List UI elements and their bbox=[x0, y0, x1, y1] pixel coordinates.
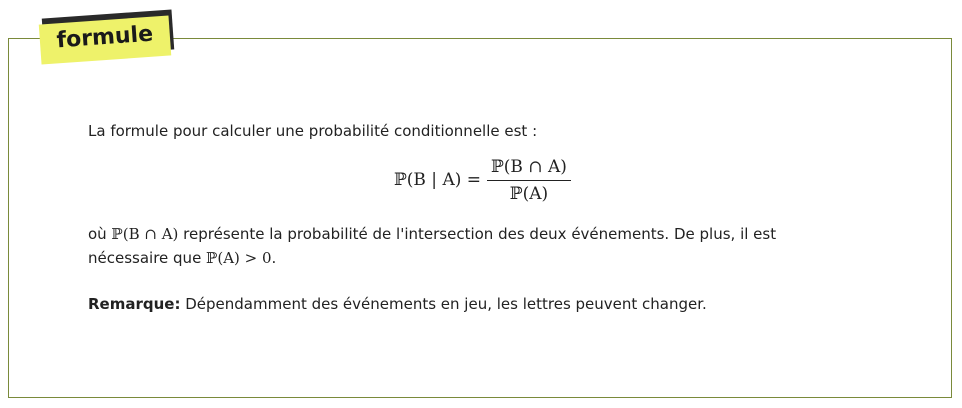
tag-label: formule bbox=[55, 21, 154, 53]
tag-body bbox=[39, 16, 171, 65]
remark-label: Remarque: bbox=[88, 295, 181, 313]
conditional-probability-formula bbox=[394, 156, 571, 204]
explanation-math2: ℙ(A) > 0 bbox=[206, 249, 272, 267]
explanation-math1: ℙ(B ∩ A) bbox=[111, 225, 179, 243]
remark-body: Dépendamment des événements en jeu, les lettres peuvent changer. bbox=[180, 295, 707, 313]
intro-text-block bbox=[88, 119, 848, 143]
formula-fraction bbox=[487, 156, 571, 205]
explanation-part2: représente la probabilité de l'intersection des deux événements. De plus, il est nécessaire que bbox=[88, 225, 777, 267]
explanation-part1: où bbox=[88, 225, 112, 243]
intro-text: La formule pour calculer une probabilité conditionnelle est : bbox=[88, 122, 538, 140]
explanation-text bbox=[88, 222, 848, 270]
remark-text bbox=[88, 292, 848, 316]
formula-box bbox=[8, 38, 952, 398]
formula-numerator: ℙ(B ∩ A) bbox=[487, 156, 571, 181]
explanation-part3: . bbox=[271, 249, 277, 267]
formula-tag bbox=[40, 14, 176, 60]
formula-denominator: ℙ(A) bbox=[509, 183, 549, 204]
formula-lhs: ℙ(B | A) = bbox=[394, 170, 482, 190]
